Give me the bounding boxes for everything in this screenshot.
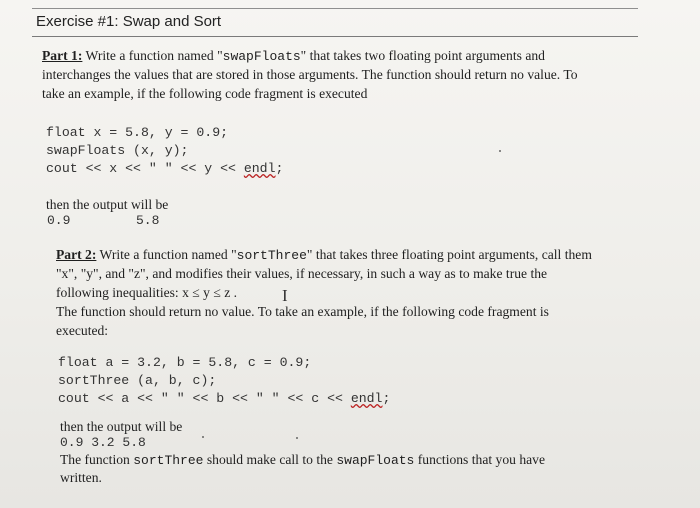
part2-final-c: functions that you have bbox=[414, 452, 545, 467]
stray-mark bbox=[296, 437, 298, 439]
part2-code-line1: float a = 3.2, b = 5.8, c = 0.9; bbox=[58, 355, 312, 370]
part2-final-line1 bbox=[60, 451, 545, 471]
part1-output-b: 5.8 bbox=[136, 213, 160, 228]
part2-output-label: then the output will be bbox=[60, 419, 183, 434]
part2-final-func1: sortThree bbox=[133, 453, 204, 468]
part1-code-line3 bbox=[46, 160, 283, 179]
exercise-title: Exercise #1: Swap and Sort bbox=[36, 13, 222, 30]
stray-mark bbox=[499, 150, 501, 152]
part2-final-line2: written. bbox=[60, 470, 102, 485]
part2-code-end: ; bbox=[382, 391, 391, 406]
part2-line4: The function should return no value. To take an example, if the following code fragment is bbox=[56, 304, 549, 319]
part2-code-endl: endl bbox=[350, 391, 383, 406]
part1-code-line2: swapFloats (x, y); bbox=[46, 143, 189, 158]
part2-line2: "x", "y", and "z", and modifies their values, if necessary, in such a way as to make true the bbox=[56, 266, 548, 281]
part2-code-line3-text: cout << a << " " << b << " " << c << bbox=[58, 391, 351, 406]
part2-heading: Part 2: bbox=[56, 247, 97, 262]
part1-output-a: 0.9 bbox=[47, 213, 71, 228]
part1-line3: take an example, if the following code fragment is executed bbox=[42, 86, 368, 101]
part1-func-name: swapFloats bbox=[222, 49, 301, 64]
part2-final-func2: swapFloats bbox=[336, 453, 415, 468]
part1-code-end: ; bbox=[275, 161, 284, 176]
part2-func-name: sortThree bbox=[236, 248, 307, 263]
part2-output: 0.9 3.2 5.8 bbox=[60, 435, 146, 450]
part1-output-label: then the output will be bbox=[46, 197, 169, 212]
part2-final-b: should make call to the bbox=[203, 452, 337, 467]
part2-final-a: The function bbox=[60, 452, 134, 467]
part1-code-line3-text: cout << x << " " << y << bbox=[46, 161, 244, 176]
part2-line1 bbox=[56, 246, 592, 266]
part1-heading: Part 1: bbox=[42, 48, 83, 63]
part2-line5: executed: bbox=[56, 323, 109, 338]
part2-line3: following inequalities: x ≤ y ≤ z . bbox=[56, 285, 238, 300]
part2-code-line2: sortThree (a, b, c); bbox=[58, 373, 217, 388]
top-rule bbox=[32, 8, 638, 9]
stray-mark bbox=[202, 436, 204, 438]
part1-code-line1: float x = 5.8, y = 0.9; bbox=[46, 125, 229, 140]
part1-line1 bbox=[42, 47, 545, 67]
part2-l1-after: " that takes three floating point arguments, call them bbox=[306, 247, 592, 262]
part2-l1-before: Write a function named " bbox=[96, 247, 237, 262]
text-cursor-icon: I bbox=[282, 286, 288, 305]
title-rule bbox=[32, 36, 638, 37]
part2-code-line3 bbox=[58, 390, 390, 409]
part1-code-endl: endl bbox=[243, 161, 276, 176]
part1-intro-after: " that takes two floating point arguments and bbox=[300, 48, 545, 63]
part1-intro-before: Write a function named " bbox=[82, 48, 223, 63]
part1-line2: interchanges the values that are stored in those arguments. The function should return no value. To bbox=[42, 67, 578, 82]
